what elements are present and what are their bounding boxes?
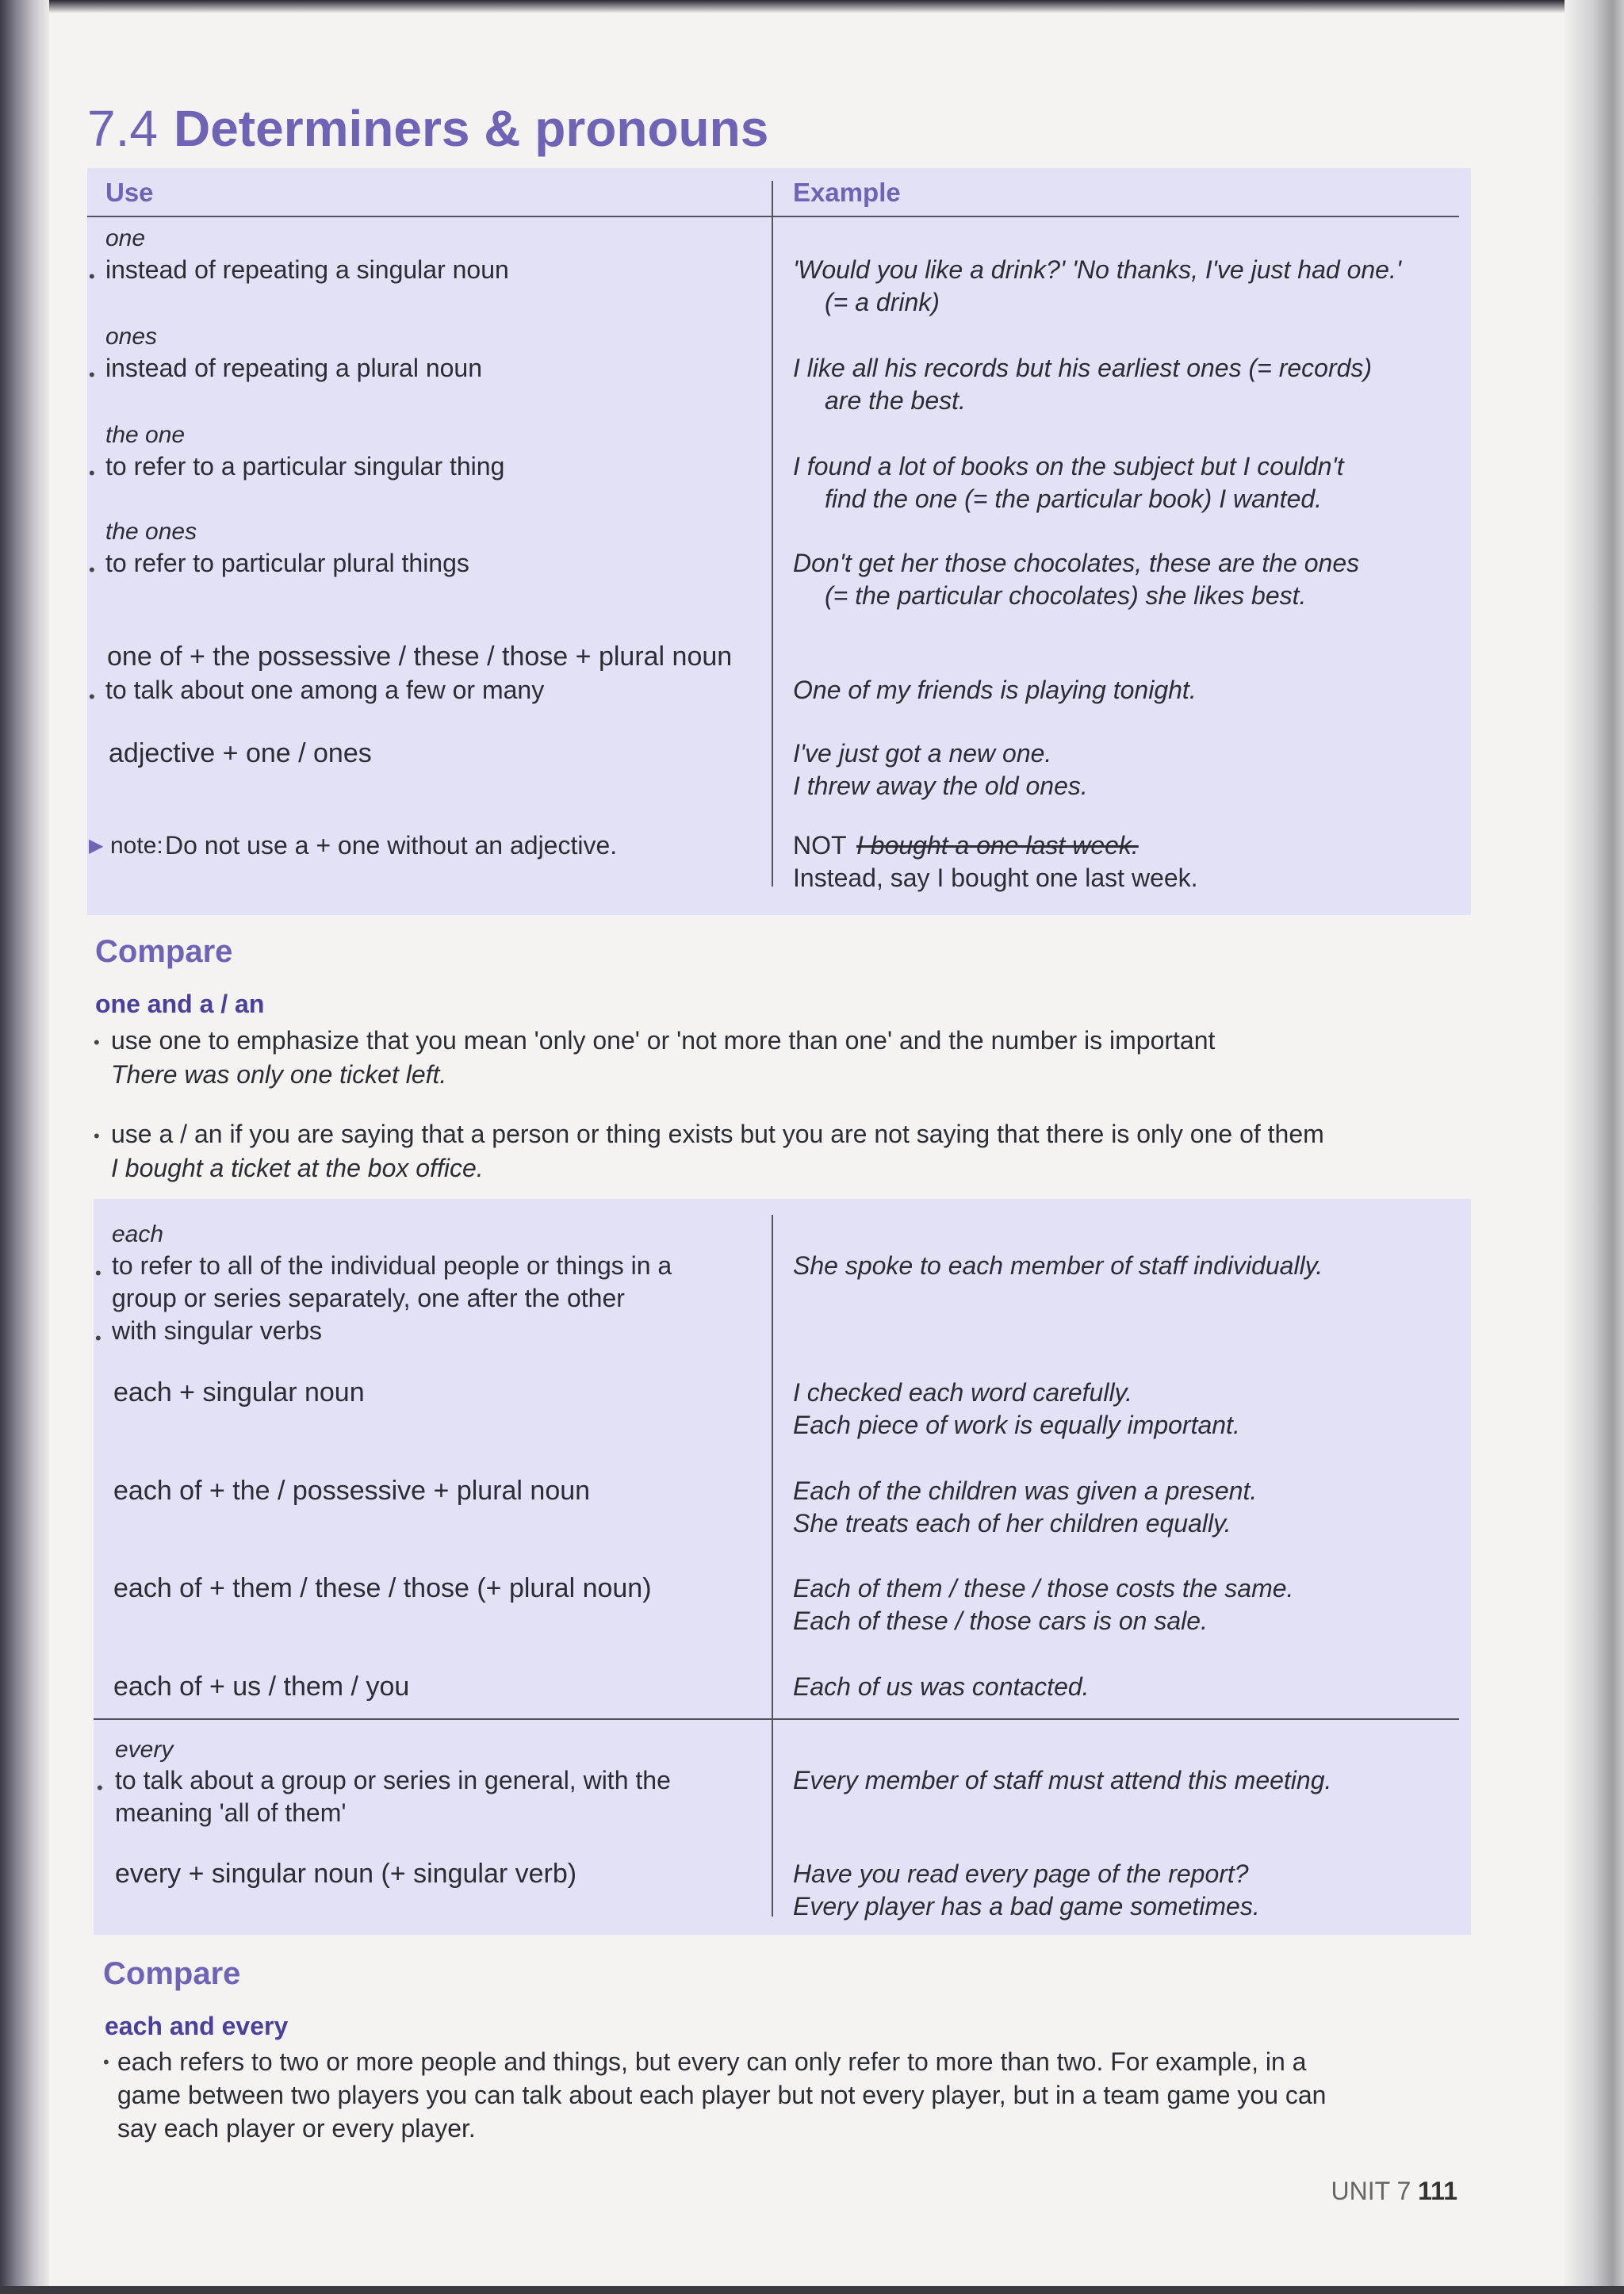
page-top-edge <box>0 0 1624 13</box>
row-label-each-of-us: each of + us / them / you <box>113 1672 410 1702</box>
compare-subheading: one and a / an <box>95 990 265 1018</box>
compare-bullet-1: use one to emphasize that you mean 'only one' or 'not more than one' and the number is important <box>111 1026 1216 1055</box>
row-use-each-1: to refer to all of the individual people or things in a <box>112 1251 672 1280</box>
example-every: Every member of staff must attend this meeting. <box>793 1766 1332 1794</box>
row-label-each: each <box>112 1221 164 1247</box>
row-use-ones: instead of repeating a plural noun <box>105 354 483 382</box>
example-one-of: One of my friends is playing tonight. <box>793 676 1197 704</box>
row-label-ones: ones <box>105 324 158 350</box>
example-each: She spoke to each member of staff individually. <box>793 1251 1323 1280</box>
section-number: 7.4 <box>87 100 158 157</box>
row-label-the-ones: the ones <box>105 519 197 545</box>
row-use-each-1b: group or series separately, one after the other <box>112 1284 625 1312</box>
compare2-line-1: each refers to two or more people and things, but every can only refer to more than two. For example, in a <box>117 2047 1307 2076</box>
row-use-each-2: with singular verbs <box>112 1316 322 1345</box>
bullet: • <box>97 1778 103 1798</box>
example-one-2: (= a drink) <box>825 288 940 316</box>
compare-example-2: I bought a ticket at the box office. <box>111 1154 484 1182</box>
row-label-each-singular: each + singular noun <box>113 1377 365 1407</box>
row-label-every-singular: every + singular noun (+ singular verb) <box>115 1859 577 1889</box>
example-the-ones-2: (= the particular chocolates) she likes best. <box>825 581 1307 610</box>
example-each-of-the-2: She treats each of her children equally. <box>793 1509 1231 1538</box>
example-each-of-us: Each of us was contacted. <box>793 1672 1090 1701</box>
table1-column-divider <box>772 181 773 887</box>
bullet: • <box>89 365 95 385</box>
bullet: • <box>89 266 95 286</box>
bullet: • <box>95 1328 102 1348</box>
bullet: • <box>95 1263 102 1283</box>
page-number: 111 <box>1418 2177 1457 2205</box>
compare-heading-2: Compare <box>103 1956 241 1991</box>
row-use-one: instead of repeating a singular noun <box>105 255 509 284</box>
compare-bullet-2: use a / an if you are saying that a person or thing exists but you are not saying that there is only one of them <box>111 1120 1324 1148</box>
note-wrong-example: I bought a one last week. <box>856 831 1139 860</box>
compare2-line-2: game between two players you can talk about each player but not every player, but in a team game you can <box>117 2081 1327 2109</box>
row-use-every-1: to talk about a group or series in general, with the <box>115 1766 671 1794</box>
example-the-one-1: I found a lot of books on the subject but I couldn't <box>793 452 1344 481</box>
bullet: • <box>103 2052 109 2072</box>
bullet: • <box>89 560 95 580</box>
table2-column-divider <box>772 1215 773 1917</box>
row-use-the-ones: to refer to particular plural things <box>105 549 469 577</box>
example-each-singular-2: Each piece of work is equally important. <box>793 1411 1240 1439</box>
example-adjective-1: I've just got a new one. <box>793 739 1052 768</box>
table1-header-example: Example <box>793 178 901 207</box>
page-title <box>87 99 768 158</box>
page-bottom-edge <box>0 2286 1624 2294</box>
example-adjective-2: I threw away the old ones. <box>793 772 1088 800</box>
compare-heading: Compare <box>95 934 233 969</box>
note-marker: ▶ <box>89 835 104 856</box>
book-spine <box>0 0 49 2294</box>
example-each-of-them-1: Each of them / these / those costs the same. <box>793 1574 1294 1603</box>
table1-header-use: Use <box>105 178 154 207</box>
example-the-one-2: find the one (= the particular book) I wanted. <box>825 484 1323 513</box>
table1-header-rule <box>87 216 1459 217</box>
row-use-the-one: to refer to a particular singular thing <box>105 452 505 481</box>
row-label-each-of-the: each of + the / possessive + plural noun <box>113 1476 591 1506</box>
row-label-one: one <box>105 225 146 251</box>
row-use-every-1b: meaning 'all of them' <box>115 1798 347 1827</box>
example-one-1: 'Would you like a drink?' 'No thanks, I've just had one.' <box>793 255 1401 284</box>
bullet: • <box>94 1032 100 1052</box>
row-label-each-of-them: each of + them / these / those (+ plural noun) <box>113 1573 652 1603</box>
note-instead: Instead, say I bought one last week. <box>793 864 1198 892</box>
example-every-singular-2: Every player has a bad game sometimes. <box>793 1892 1260 1921</box>
row-label-every: every <box>115 1737 174 1763</box>
page-right-edge <box>1565 0 1624 2294</box>
row-label-the-one: the one <box>105 422 186 448</box>
row-use-one-of: to talk about one among a few or many <box>105 676 545 704</box>
section-title: Determiners & pronouns <box>173 100 769 157</box>
bullet: • <box>89 463 95 483</box>
row-label-one-of: one of + the possessive / these / those + plural noun <box>107 641 733 672</box>
compare-example-1: There was only one ticket left. <box>111 1060 447 1089</box>
bullet: • <box>94 1126 100 1146</box>
compare-subheading-2: each and every <box>105 2012 289 2040</box>
bullet: • <box>89 687 95 707</box>
example-each-of-them-2: Each of these / those cars is on sale. <box>793 1607 1208 1635</box>
example-every-singular-1: Have you read every page of the report? <box>793 1859 1249 1888</box>
example-ones-2: are the best. <box>825 386 966 415</box>
example-each-singular-1: I checked each word carefully. <box>793 1378 1133 1407</box>
row-label-adjective: adjective + one / ones <box>109 738 372 768</box>
note-not: NOT <box>793 831 847 860</box>
note-text: Do not use a + one without an adjective. <box>165 831 618 860</box>
unit-label: UNIT 7 <box>1331 2177 1411 2205</box>
page-footer <box>1331 2177 1457 2206</box>
note-prefix: note: <box>110 833 163 859</box>
example-each-of-the-1: Each of the children was given a present. <box>793 1476 1258 1505</box>
example-ones-1: I like all his records but his earliest ones (= records) <box>793 354 1373 382</box>
example-the-ones-1: Don't get her those chocolates, these are the ones <box>793 549 1360 577</box>
table2-row-rule <box>94 1718 1459 1720</box>
compare2-line-3: say each player or every player. <box>117 2114 476 2143</box>
